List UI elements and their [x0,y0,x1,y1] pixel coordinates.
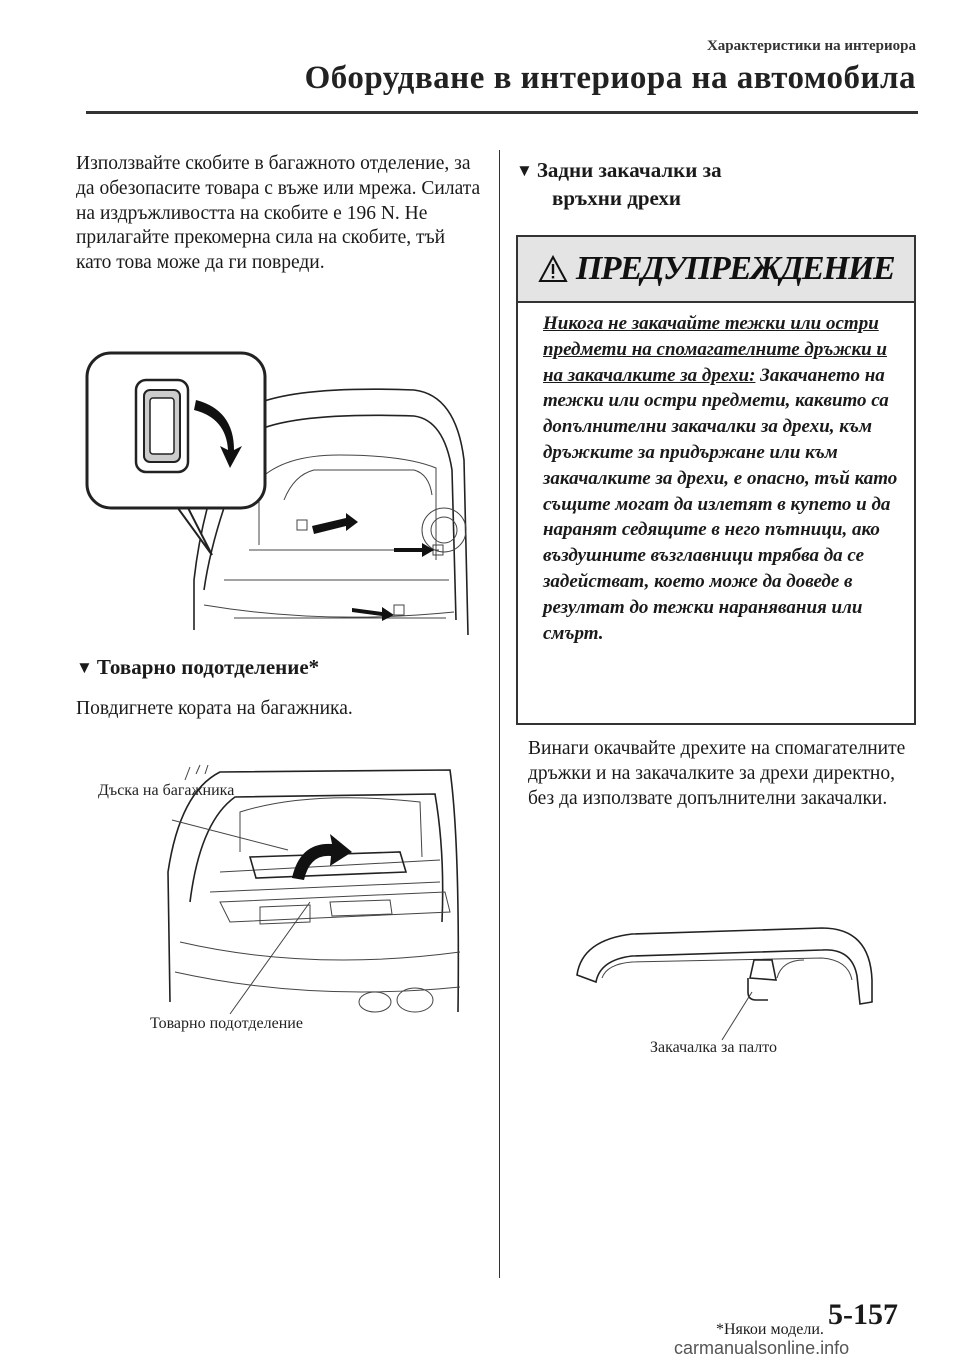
watermark: carmanualsonline.info [674,1338,850,1358]
trunk-board-label: Дъска на багажника [98,782,235,799]
cargo-compartment-heading: ▼ Товарно подотделение* [76,655,320,679]
warning-title: ПРЕДУПРЕЖДЕНИЕ [575,250,895,287]
warning-triangle-icon [538,255,568,283]
warning-header [518,237,914,303]
header-subtitle: Характеристики на интериора [706,38,916,54]
cargo-compartment-illustration [160,762,472,1020]
coat-hooks-text: Винаги окачвайте дрехите на спомагателните дръжки и на закачалките за дрехи директно, без да използвате допълнителни закачалки. [528,738,906,809]
intro-paragraph: Използвайте скобите в багажното отделение, за да обезопасите товара с въже или мрежа. Силата на издръжливостта на скобите е 196 N. Не прилагайте прекомерна сила на скобите, тъй като това може да ги повреди. [76,153,481,274]
header-divider [86,111,918,114]
coat-hook-label: Закачалка за палто [650,1039,778,1056]
footnote: *Някои модели. [716,1321,824,1338]
warning-underlined-text: Никога не закачайте тежки или остри предмети на спомагателните дръжки и на закачалките за дрехи: [543,313,887,386]
cargo-compartment-label: Товарно подотделение [150,1015,303,1032]
page-title: Оборудване в интериора на автомобила [304,60,916,96]
warning-text: Закачането на тежки или остри предмети, каквито са допълнителни закачалки за дрехи, към дръжките за придържане или към закачалките за дрехи, е опасно, тъй като същите могат да излетят в купето и да наранят седящите в него пътници, ако въздушните възглавници трябва да се задействат, което може да доведе в резултат до тежки наранявания или смърт. [543,364,898,644]
cargo-compartment-text: Повдигнете кората на багажника. [76,698,353,719]
coat-hook-illustration [572,920,888,1044]
column-divider [499,150,500,1278]
warning-box [516,235,916,725]
cargo-hooks-illustration [84,350,474,642]
coat-hooks-heading: ▼ Задни закачалки за връхни дрехи [516,158,722,210]
warning-body [518,303,914,646]
page-number: 5-157 [828,1298,898,1331]
